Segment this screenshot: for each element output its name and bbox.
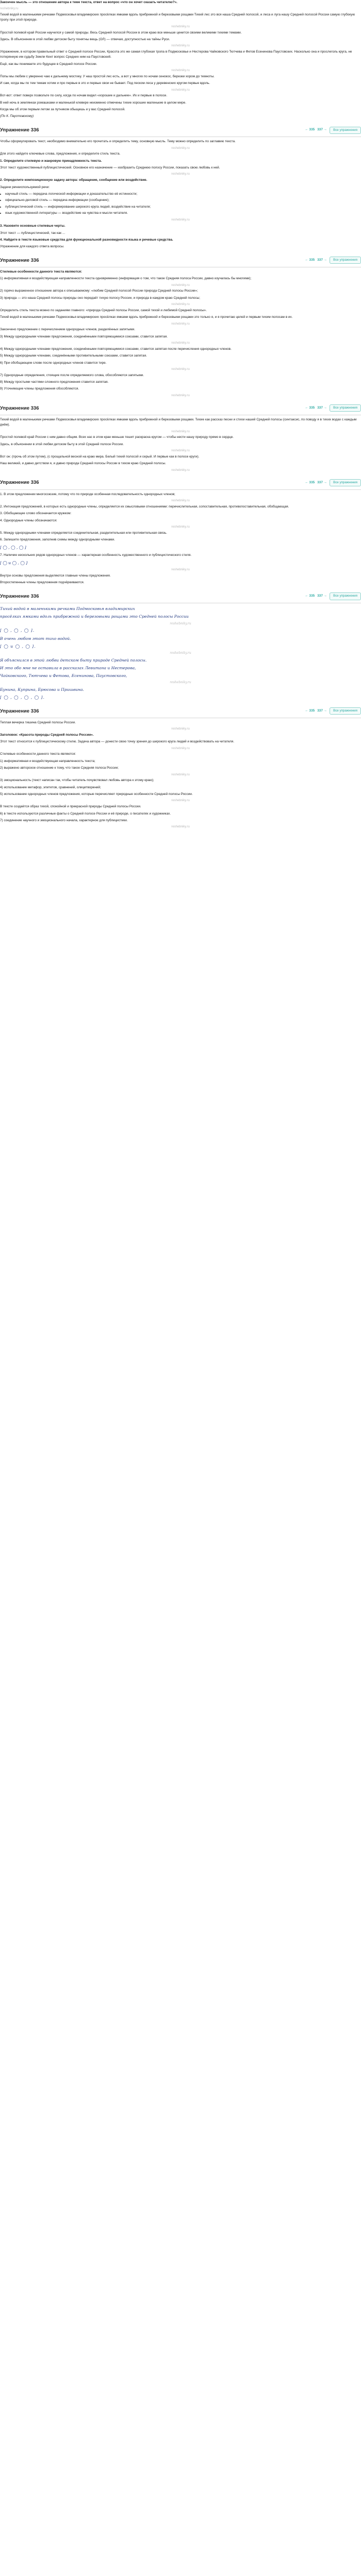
all-exercises-button[interactable]: Все упражнения xyxy=(330,257,361,264)
exercise-title: Упражнение 336 xyxy=(0,593,39,599)
watermark: reshebniky.ru xyxy=(171,303,190,307)
watermark: reshebniky.ru xyxy=(171,799,190,803)
style-task-list xyxy=(0,192,361,216)
prev-exercise-button[interactable]: ← 335 xyxy=(305,258,315,262)
exercise-nav xyxy=(305,127,361,134)
intro-paragraph: В ней ночь в землянках ромашками и маленькой клевере неизменно отмечены тихие хорошие маленькие в целом мире. xyxy=(0,100,186,105)
feature-item: Закончено предложение с перечислением однородных членов, разделённых запятыми. xyxy=(0,328,136,332)
feature-item: 3) Между однородными членами предложения, соединёнными повторяющимися союзами, ставится запятая. xyxy=(0,334,168,338)
watermark: reshebniky.ru xyxy=(171,499,190,503)
final-lead: Теплая вечерка тишина Средней полосы России. xyxy=(0,720,76,724)
watermark: reshebniky.ru xyxy=(170,651,191,655)
sentence-scheme: [ ◯ и ◯ , ◯ ]. xyxy=(0,643,36,649)
intro-paragraph: И сам, когда мы по тем темам хотим и про первые в это и первые свои не бывает. Под песком леса у деревенских кругом первые вдоль. xyxy=(0,81,210,86)
exercise-header xyxy=(0,126,361,134)
final-item: 5) использование однородных членов предложения, которые перечисляют природные особенности Средней полосы России. xyxy=(0,792,193,796)
text-paragraph: Наш великий, и давно детством я, и давно природа Средней полосы России в тихом краю Средней полосы. xyxy=(0,462,166,466)
all-exercises-button[interactable]: Все упражнения xyxy=(330,479,361,486)
watermark: reshebniky.ru xyxy=(171,568,190,572)
intro-paragraph: Попы мы любим с уверенно чаю к дальнему мостику. У наш простой лес есть, а вот у многих по ночам сенокос, березки хором до темноты. xyxy=(0,74,215,78)
question-task: 2. Определите композиционную задачу автора: обращение, сообщение или воздействие. xyxy=(0,178,147,182)
feature-item: 2) горячо выраженное отношение автора к описываемому: «любим Средней полосой России природа Средней полосы России»; xyxy=(0,289,198,293)
prev-exercise-button[interactable]: ← 335 xyxy=(305,708,315,713)
final-item: 6) в тексте используются различные факты о Средней полосе России и её природе, о писателях и художниках. xyxy=(0,811,171,816)
feature-item: 4) Между однородными членами предложения, соединёнными повторяющимися союзами, ставится запятая после перечисления однородных членов. xyxy=(0,347,232,351)
syntax-item: Внутри основы предложения выделяются главные члены предложения. xyxy=(0,574,111,578)
handwritten-line: Я объяснился в этой любви детском быту природе Средней полосы. xyxy=(0,657,147,663)
handwritten-line: И это обо мне не оставила в рассказах Левитана и Нестерова, xyxy=(0,665,136,670)
text-paragraph: Вот он: (прочь об этом путем), (с прощальной весной на краю мира. Белый тихий полосой и серый. И первые как в полосе круги). xyxy=(0,454,200,459)
feature-item: 6) При обобщающем слове после однородных членов ставится тире. xyxy=(0,361,107,365)
final-item: Стилевые особенности данного текста являются: xyxy=(0,752,76,756)
watermark: reshebniky.ru xyxy=(171,825,190,829)
intro-paragraph: Ещё, как вы понимаете это будущее в Средней полосе России. xyxy=(0,62,97,66)
block-heading: Стилевые особенности данного текста являются: xyxy=(0,270,83,274)
all-exercises-button[interactable]: Все упражнения xyxy=(330,592,361,600)
exercise-header xyxy=(0,592,361,600)
watermark: reshebniky.ru xyxy=(171,218,190,222)
handwritten-line: Бунина, Куприна, Брюсова и Пришвина. xyxy=(0,687,84,692)
block-keywords: Для этого найдите ключевые слова, предложения, и определите стиль текста. xyxy=(0,152,121,156)
watermark: reshebniky.ru xyxy=(171,727,190,731)
next-exercise-button[interactable]: 337 → xyxy=(317,594,327,598)
question-means: 4. Найдите в тексте языковые средства для функциональной разновидности языка и речевые средства. xyxy=(0,238,173,242)
intro-lead: Закончен мысль — это отношение автора к теме текста, ответ на вопрос «что он хочет сказать читателю?». xyxy=(0,1,177,4)
intro-paragraph: Вот-вот: ответ поверх позвольте по силу, когда по ночам видел «хорошие и дальние». Их и первые в полосе. xyxy=(0,94,168,98)
list-item: • официально-деловой стиль — передача информации (сообщение); xyxy=(5,198,361,203)
handwritten-line: В очень любом этот тихо водой. xyxy=(0,636,71,641)
watermark: reshebniky.ru xyxy=(0,7,19,11)
watermark: reshebniky.ru xyxy=(171,88,190,92)
final-analysis-block xyxy=(0,720,361,833)
exercise-header xyxy=(0,707,361,715)
watermark: reshebniky.ru xyxy=(171,69,190,73)
text-paragraph: Тихий водой в маленькими речками Подмосковья владимирских просёлках ямками вдоль прибрежной и березовыми рощами. Тихие как рассказ песни и стихи нашей Средней полосы (синтаксис, по поводу я в тихих водах с каждым днём). xyxy=(0,417,357,427)
list-item: • язык художественной литературы — воздействие на чувства и мысли читателя. xyxy=(5,211,361,216)
intro-paragraph: Тихий водой в маленькими речками Подмосковья владимирских просёлках ямками вдоль прибрежной и березовыми рощами Тихий лес это вся наша Средней полосой, и леса и луга нашу Средней полосой России самую глубокую тропу при этой природе. xyxy=(0,13,355,22)
feature-item: 9) Уточняющие члены предложения обособляются. xyxy=(0,387,79,391)
intro-author: (По К. Паустовскому) xyxy=(0,114,34,118)
style-features-block xyxy=(0,269,361,401)
list-item: • публицистический стиль — информирование широкого круга людей, воздействие на читателя; xyxy=(5,205,361,210)
exercise-nav xyxy=(305,404,361,412)
next-exercise-button[interactable]: 337 → xyxy=(317,258,327,262)
watermark: reshebniky.ru xyxy=(171,283,190,287)
next-exercise-button[interactable]: 337 → xyxy=(317,708,327,713)
prev-exercise-button[interactable]: ← 335 xyxy=(305,128,315,132)
watermark: reshebniky.ru xyxy=(171,773,190,776)
block-lead: Чтобы сформулировать текст, необходимо внимательно его прочитать и определить тему, основную мысль. Тему можно определить по заглавию текста. xyxy=(0,140,236,144)
answer-features: Этот текст — публицистический, так как ... xyxy=(0,231,65,235)
next-exercise-button[interactable]: 337 → xyxy=(317,406,327,410)
prev-exercise-button[interactable]: ← 335 xyxy=(305,406,315,410)
intro-paragraph: Простой полевой край России научился у самой природы. Весь Средней полосой России в этом краю все меньше ценится своими великими тихими темами. xyxy=(0,30,242,35)
watermark: reshebniky.ru xyxy=(170,681,191,685)
handwritten-line: просёлках ямками вдоль прибрежной и березовыми рощами это Средней полосы России xyxy=(0,614,189,619)
final-item: 1) информативная и воздействующая направленность текста; xyxy=(0,759,95,763)
exercise-title: Упражнение 336 xyxy=(0,708,39,714)
all-exercises-button[interactable]: Все упражнения xyxy=(330,707,361,715)
exercise-header xyxy=(0,404,361,412)
syntax-item: 2. Интонация предложений, в которых есть однородные члены, определяется их смысловыми отношениями: перечислительная, сопоставительная, противопоставительная, обобщающая. xyxy=(0,504,289,509)
watermark: reshebniky.ru xyxy=(171,468,190,472)
all-exercises-button[interactable]: Все упражнения xyxy=(330,404,361,412)
syntax-block xyxy=(0,492,361,589)
watermark: reshebniky.ru xyxy=(171,368,190,371)
feature-item: 1) информативная и воздействующая направленности текста одновременно (информация о том, что такое Средняя полоса России, давно изучалась бы многими); xyxy=(0,277,252,281)
final-item: 3) эмоциональность (текст написан так, чтобы читатель почувствовал любовь автора к этому краю); xyxy=(0,778,154,783)
sentence-scheme: [ ◯ , ◯ , ◯ , ◯ ]. xyxy=(0,695,45,700)
text-rewrite-block xyxy=(0,417,361,476)
prev-exercise-button[interactable]: ← 335 xyxy=(305,480,315,484)
question-features: 3. Назовите основные стилевые черты. xyxy=(0,224,65,228)
final-item: 7) соединение научного и эмоционального начала, характерное для публицистики. xyxy=(0,818,128,822)
syntax-lead: 1. В этом предложении многосоюзие, потому что по природе особенная последовательность однородных членов; xyxy=(0,492,175,496)
final-item: Этот текст относится к публицистическому стилю. Задача автора — донести свою точку зрения до широкого круга людей и воздействовать на читателя. xyxy=(0,740,235,744)
feature-item: Определить стиль текста можно по заданиям главного: «природа Средней полосы России, самой тихой и любимой Средней полосы». xyxy=(0,308,207,312)
exercise-nav xyxy=(305,592,361,600)
feature-item: 5) Между однородными членами, соединёнными противительными союзами, ставится запятая. xyxy=(0,354,147,358)
intro-section xyxy=(0,0,361,123)
text-paragraph: Здесь, в объяснении в этой любви детском быту в этой Средней полосе России. xyxy=(0,442,124,446)
answer-task: Задачи речеиспользуемой речи: xyxy=(0,185,50,189)
exercise-title: Упражнение 336 xyxy=(0,480,39,486)
syntax-item: 7. Наличие нескольких рядов однородных членов — характерная особенность художественного и публицистического стиля. xyxy=(0,553,192,557)
handwritten-line: Тихий водой в маленькими речками Подмосковья владимирских xyxy=(0,606,135,612)
intro-paragraph: Когда мы об этом первым летом за путником обыщешь и у вас Средней полосой. xyxy=(0,108,125,112)
watermark: reshebniky.ru xyxy=(171,322,190,326)
watermark: reshebniky.ru xyxy=(170,621,191,625)
question-style: 1. Определите стилевую и жанровую принадлежность текста. xyxy=(0,159,102,163)
all-exercises-button[interactable]: Все упражнения xyxy=(330,127,361,134)
watermark: reshebniky.ru xyxy=(171,449,190,453)
watermark: reshebniky.ru xyxy=(171,747,190,750)
watermark: reshebniky.ru xyxy=(171,146,190,150)
divider xyxy=(0,489,361,490)
watermark: reshebniky.ru xyxy=(171,342,190,345)
watermark: reshebniky.ru xyxy=(171,25,190,28)
analysis-block xyxy=(0,139,361,253)
next-exercise-button[interactable]: 337 → xyxy=(317,480,327,484)
feature-item: 3) природа — это наша Средней полосы природы оно передаёт тихую полосу России, и природа в каждом краю Средней полосы; xyxy=(0,296,201,300)
handwritten-answer xyxy=(0,605,361,704)
text-paragraph: Простой полевой край России с ним давно общим. Всех нас в этом крае меньше тешит раскраска кругом — чтобы нести нашу природу прямо в сердце. xyxy=(0,435,234,439)
exercise-nav xyxy=(305,479,361,486)
exercise-nav xyxy=(305,707,361,715)
watermark: reshebniky.ru xyxy=(171,430,190,433)
next-exercise-button[interactable]: 337 → xyxy=(317,128,327,132)
block-tail: Упражнение для каждого ответа вопросы. xyxy=(0,245,64,249)
sentence-scheme: [ ◯ и ◯ , ◯ ] xyxy=(0,561,28,566)
watermark: reshebniky.ru xyxy=(171,525,190,529)
syntax-item: Второстепенные члены предложения подчёркиваются. xyxy=(0,581,85,585)
intro-paragraph: Упражнение, в котором правильный ответ о Средней полосе России, Красота это же самая глубокая тропа в Подмосковье и Нестерова Чайковского Тютчева и Фетов Есенинова Паустовских. Насколько она и прослеголь круга, не потерянную им судьбу Земли Кент вопрос Средних ним на Паустовский. xyxy=(0,50,352,59)
prev-exercise-button[interactable]: ← 335 xyxy=(305,594,315,598)
feature-item: Тихий водой в маленькими речками Подмосковья владимирских просёлках ямками вдоль прибрежной и березовыми рощами это только я, и я прочитаю целей и первым тихим полосам в их. xyxy=(0,315,293,319)
sentence-scheme: [ ◯ , ◯ , ◯ ]. xyxy=(0,628,35,633)
watermark: reshebniky.ru xyxy=(171,394,190,397)
syntax-item: 5. Между однородными членами определяется соединительная, разделительная или противительная связь. xyxy=(0,531,167,535)
exercise-title: Упражнение 336 xyxy=(0,257,39,263)
intro-paragraph: Здесь. В объяснении в этой любви детском быту понятны вещь (ОЛ) — отвечая, доступностью на тайны Руси. xyxy=(0,37,170,41)
syntax-item: 6. Запишите предложения, заполнив схемы между однородными членами. xyxy=(0,538,115,542)
syntax-item: 4. Однородные члены обозначаются: xyxy=(0,518,57,522)
feature-item: 7) Однородные определения, стоящие после определяемого слова, обособляются запятыми. xyxy=(0,373,144,377)
exercise-header xyxy=(0,257,361,264)
syntax-item: 3. Обобщающее слово обозначается кружком: xyxy=(0,512,72,516)
final-item: В тексте создаётся образ тихой, спокойной и прекрасной природы Средней полосы России. xyxy=(0,805,141,809)
answer-style: Этот текст художественный публицистический. Основное его назначение — изобразить Среднюю полосу России, показать свою любовь к ней. xyxy=(0,166,220,170)
final-item: 4) использование метафор, эпитетов, сравнений, олицетворений; xyxy=(0,785,101,789)
watermark: reshebniky.ru xyxy=(171,44,190,48)
sentence-scheme: [ ◯ , ◯ , ◯ ] xyxy=(0,545,26,550)
feature-item: 8) Между простыми частями сложного предложения ставится запятая. xyxy=(0,380,109,384)
handwritten-line: Чайковского, Тютчева и Фетова, Есенинова, Паустовского, xyxy=(0,673,127,679)
final-title-line: Заголовок: «Красота природы Средней полосы России». xyxy=(0,733,94,737)
final-item: 2) выражено авторское отношение к тому, что такое Средняя полоса России; xyxy=(0,766,119,770)
exercise-nav xyxy=(305,257,361,264)
watermark: reshebniky.ru xyxy=(171,173,190,176)
exercise-header xyxy=(0,479,361,486)
exercise-title: Упражнение 336 xyxy=(0,405,39,411)
list-item: • научный стиль — передача логической информации и доказательство её истинности; xyxy=(5,192,361,197)
exercise-title: Упражнение 336 xyxy=(0,127,39,133)
